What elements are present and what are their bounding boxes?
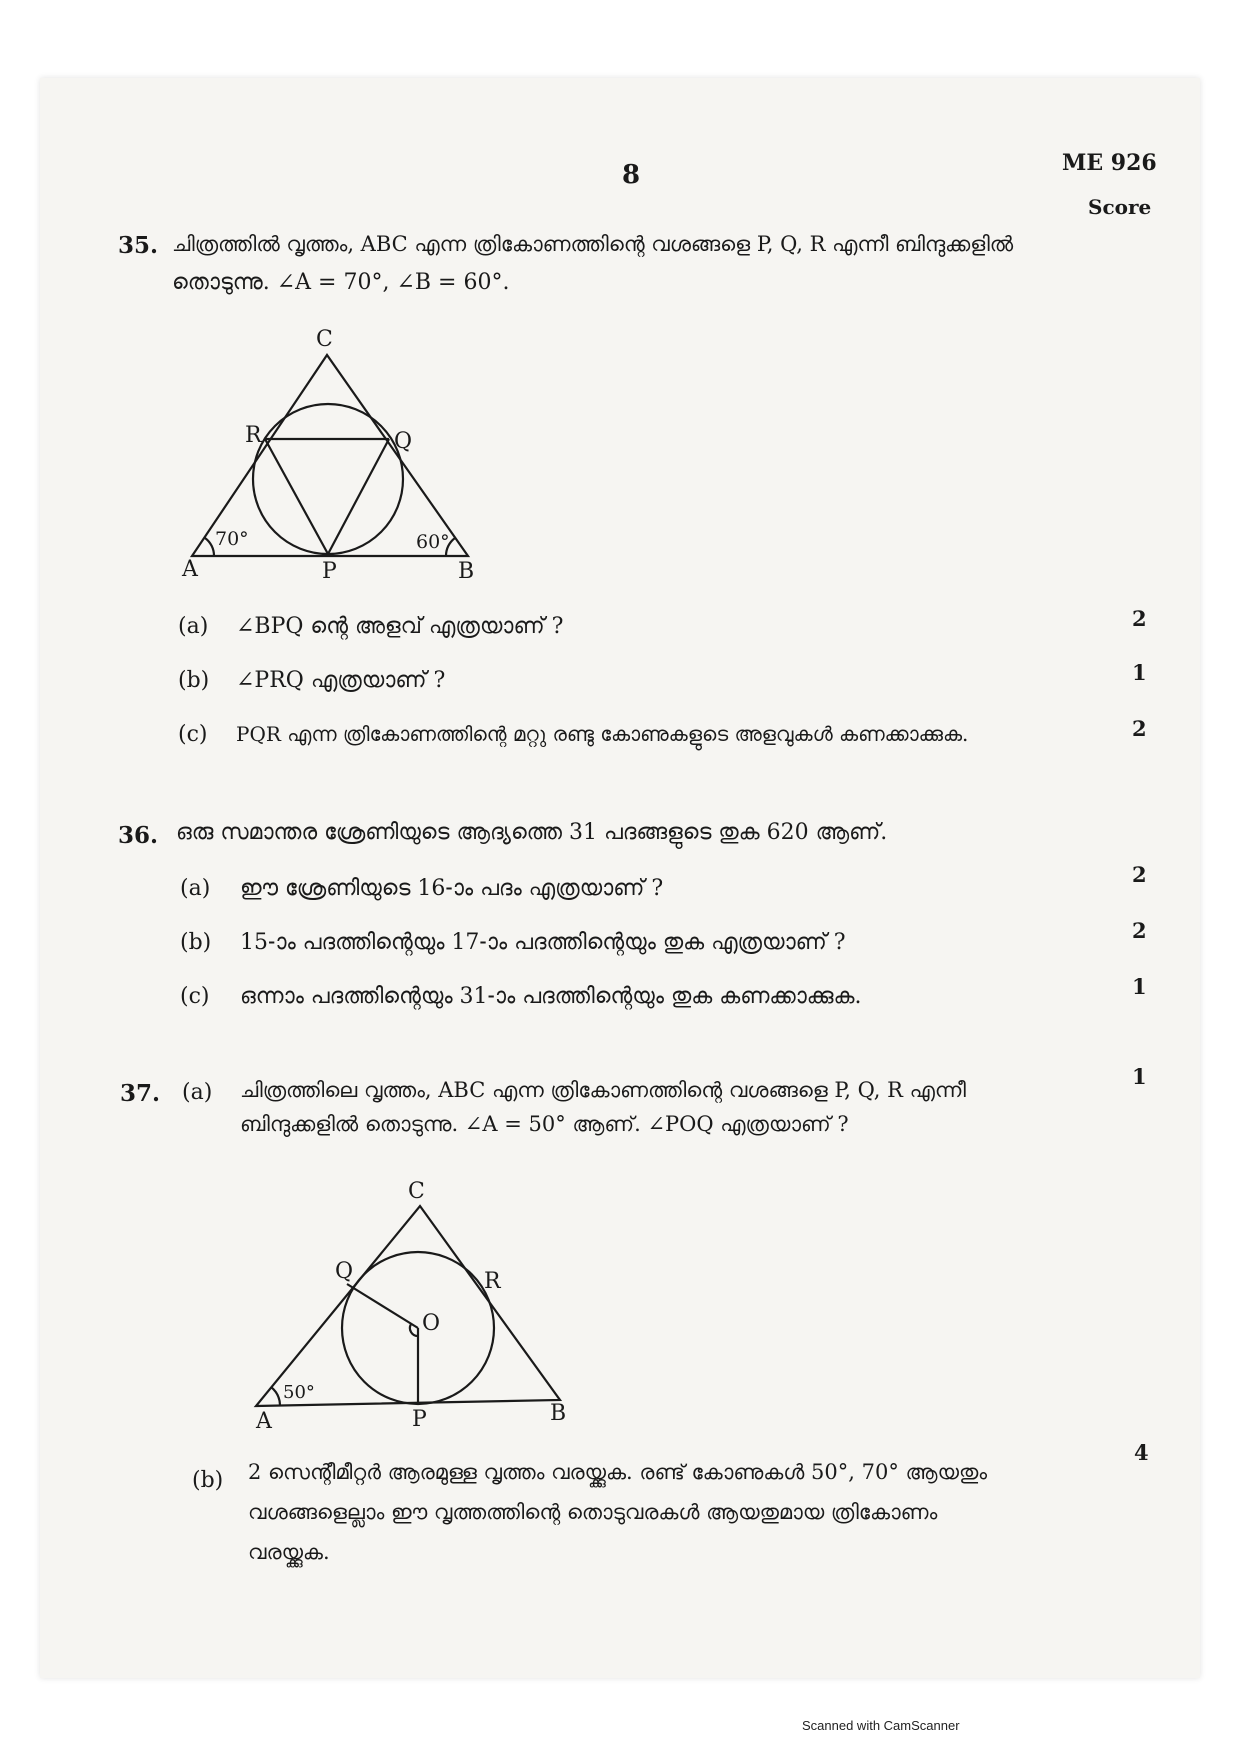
q35-angle-a-label: 70°	[215, 528, 249, 550]
q35-stem-line1: ചിത്രത്തിൽ വൃത്തം, ABC എന്ന ത്രികോണത്തിന്റെ വശങ്ങളെ P, Q, R എന്നീ ബിന്ദുക്കളിൽ	[172, 232, 1014, 256]
q37-part-b-line3: വരയ്ക്കുക.	[248, 1540, 330, 1564]
q37-part-a-mark: 1	[1132, 1064, 1147, 1089]
q37-number: 37.	[120, 1080, 161, 1107]
q37-angle-a-arc	[271, 1387, 280, 1405]
q37-part-b-line1: 2 സെന്റീമീറ്റർ ആരമുള്ള വൃത്തം വരയ്ക്കുക. രണ്ട് കോണുകൾ 50°, 70° ആയതും	[248, 1460, 988, 1484]
page-number: 8	[622, 160, 641, 190]
paper-code: ME 926	[1062, 150, 1157, 176]
q36-part-a-text: ഈ ശ്രേണിയുടെ 16-ാം പദം എത്രയാണ് ?	[240, 876, 664, 901]
q37-label-a: A	[256, 1409, 272, 1434]
q36-part-b-text: 15-ാം പദത്തിന്റെയും 17-ാം പദത്തിന്റെയും തുക എത്രയാണ് ?	[240, 930, 846, 955]
q35-part-a-label: (a)	[178, 614, 209, 639]
q35-part-c-text: PQR എന്ന ത്രികോണത്തിന്റെ മറ്റു രണ്ടു കോണുകളുടെ അളവുകൾ കണക്കാക്കുക.	[236, 722, 969, 746]
q36-part-c-mark: 1	[1132, 974, 1147, 999]
q37-part-b-label: (b)	[192, 1468, 224, 1493]
scanner-footer: Scanned with CamScanner	[802, 1718, 960, 1733]
score-label: Score	[1088, 195, 1152, 219]
q36-part-c-text: ഒന്നാം പദത്തിന്റെയും 31-ാം പദത്തിന്റെയും തുക കണക്കാക്കുക.	[240, 984, 862, 1009]
q37-part-a-line2: ബിന്ദുക്കളിൽ തൊടുന്നു. ∠A = 50° ആണ്. ∠POQ എത്രയാണ് ?	[240, 1112, 849, 1136]
q35-label-q: Q	[394, 429, 413, 454]
q37-part-b-line2: വശങ്ങളെല്ലാം ഈ വൃത്തത്തിന്റെ തൊടുവരകൾ ആയതുമായ ത്രികോണം	[248, 1500, 938, 1524]
q35-part-b-label: (b)	[178, 668, 210, 693]
q37-part-a-line1: ചിത്രത്തിലെ വൃത്തം, ABC എന്ന ത്രികോണത്തിന്റെ വശങ്ങളെ P, Q, R എന്നീ	[240, 1078, 966, 1102]
q35-part-a-mark: 2	[1132, 606, 1147, 631]
q37-radius-oq	[347, 1284, 418, 1328]
q36-part-b-mark: 2	[1132, 918, 1147, 943]
q35-part-c-label: (c)	[178, 722, 208, 747]
q37-label-o: O	[422, 1311, 441, 1336]
q35-part-c-mark: 2	[1132, 716, 1147, 741]
q35-part-b-text: ∠PRQ എത്രയാണ് ?	[236, 668, 446, 693]
q37-label-p: P	[412, 1407, 427, 1432]
q37-part-a-label: (a)	[182, 1080, 213, 1105]
q35-label-p: P	[322, 559, 337, 584]
q36-number: 36.	[118, 822, 159, 849]
q37-label-r: R	[484, 1269, 501, 1294]
q37-label-c: C	[408, 1179, 425, 1204]
q36-stem: ഒരു സമാന്തര ശ്രേണിയുടെ ആദ്യത്തെ 31 പദങ്ങളുടെ തുക 620 ആണ്.	[176, 820, 888, 845]
q35-label-c: C	[316, 327, 333, 352]
q37-angle-a-label: 50°	[283, 1382, 315, 1403]
q35-part-a-text: ∠BPQ ന്റെ അളവ് എത്രയാണ് ?	[236, 614, 564, 639]
q35-stem-line2: തൊടുന്നു. ∠A = 70°, ∠B = 60°.	[172, 270, 510, 295]
q36-part-a-label: (a)	[180, 876, 211, 901]
q35-label-a: A	[182, 557, 198, 582]
q37-label-b: B	[550, 1401, 567, 1426]
q37-triangle-abc	[256, 1206, 560, 1406]
q35-label-r: R	[245, 423, 262, 448]
q36-part-c-label: (c)	[180, 984, 210, 1009]
q37-label-q: Q	[335, 1259, 354, 1284]
q36-part-a-mark: 2	[1132, 862, 1147, 887]
q35-angle-b-label: 60°	[416, 531, 450, 553]
q35-number: 35.	[118, 232, 159, 259]
q36-part-b-label: (b)	[180, 930, 212, 955]
q35-label-b: B	[458, 559, 475, 584]
q37-part-b-mark: 4	[1134, 1440, 1149, 1465]
q35-part-b-mark: 1	[1132, 660, 1147, 685]
